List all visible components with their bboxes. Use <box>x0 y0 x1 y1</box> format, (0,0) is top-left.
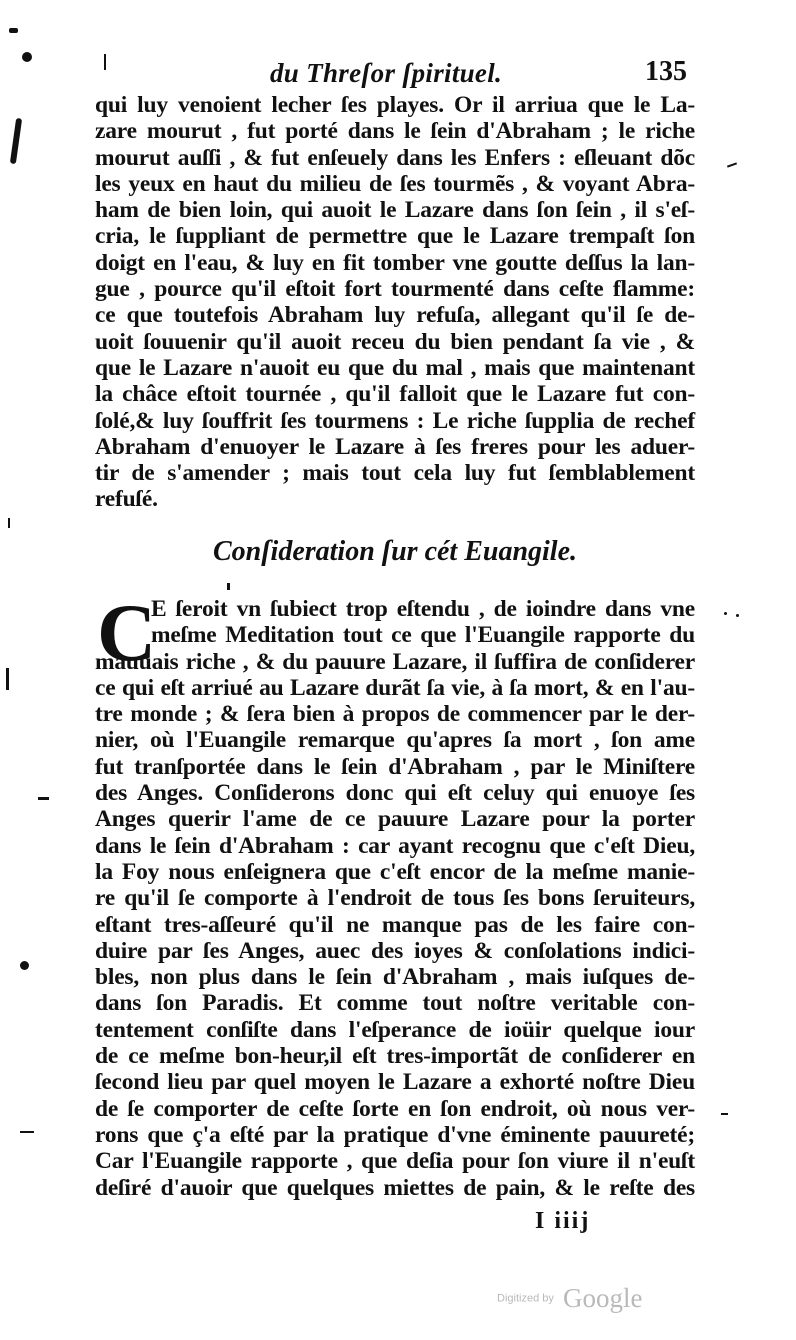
text-line: des Anges. Conſiderons donc qui eſt celuy qui enuoye ſes <box>95 780 695 807</box>
text-line: de ſe comporter de ceſte ſorte en ſon endroit, où nous ver- <box>95 1095 695 1122</box>
watermark-prefix: Digitized by <box>497 1292 554 1305</box>
text-line: rons que ç'a eſté par la pratique d'vne éminente pauureté; <box>95 1121 695 1148</box>
scan-speck <box>8 518 10 528</box>
page-header <box>95 58 695 94</box>
scan-speck <box>22 52 32 62</box>
text-line: mauuais riche , & du pauure Lazare, il ſuffira de conſiderer <box>95 648 695 675</box>
scan-speck <box>104 54 106 70</box>
text-line: nier, où l'Euangile remarque qu'apres ſa mort , ſon ame <box>95 727 695 754</box>
text-line: gue , pource qu'il eſtoit fort tourmenté dans ceſte flamme: <box>95 276 695 303</box>
scan-speck <box>227 583 230 590</box>
text-line: la châce eſtoit tournée , qu'il falloit que le Lazare fut con- <box>95 381 695 408</box>
text-line: re qu'il ſe comporte à l'endroit de tous ſes bons ſeruiteurs, <box>95 885 695 912</box>
text-line: duire par ſes Anges, auec des ioyes & conſolations indici- <box>95 937 695 964</box>
text-line: refuſé. <box>95 486 158 513</box>
scan-speck <box>736 614 739 617</box>
text-line: Abraham d'enuoyer le Lazare à ſes freres pour les aduer- <box>95 433 695 460</box>
text-line: de ce meſme bon-heur,il eſt tres-importãt de conſiderer en <box>95 1043 695 1070</box>
scan-speck <box>724 612 727 615</box>
text-line: tir de s'amender ; mais tout cela luy fut ſemblablement <box>95 460 695 487</box>
text-line: la Foy nous enſeignera que c'eſt encor de la meſme manie- <box>95 858 695 885</box>
section-heading: Conſideration ſur cét Euangile. <box>212 536 578 567</box>
text-line: ce qui eſt arriué au Lazare durãt ſa vie, à ſa mort, & en l'au- <box>95 674 695 701</box>
scan-speck <box>20 961 29 970</box>
scan-speck <box>38 797 49 800</box>
text-line: bles, non plus dans le ſein d'Abraham , mais iuſques de- <box>95 964 695 991</box>
paragraph-narrative <box>95 92 695 513</box>
signature-mark: I iiij <box>535 1208 591 1234</box>
drop-cap: C <box>97 587 157 678</box>
page-number: 135 <box>645 56 687 87</box>
text-line: mourut auſſi , & fut enſeuely dans les Enfers : eſleuant dõc <box>95 144 695 171</box>
text-line: que le Lazare n'auoit eu que du mal , mais que maintenant <box>95 354 695 381</box>
text-line: doigt en l'eau, & luy en fit tomber vne goutte deſſus la lan- <box>95 249 695 276</box>
scan-speck <box>20 1131 34 1133</box>
scan-speck <box>9 28 18 33</box>
text-line: deſiré d'auoir que quelques miettes de pain, & le reſte des <box>95 1174 695 1201</box>
text-line: les yeux en haut du milieu de ſes tourmẽs , & voyant Abra- <box>95 170 695 197</box>
running-title: du Threſor ſpirituel. <box>270 58 503 88</box>
text-line: ce que toutefois Abraham luy refuſa, allegant qu'il ſe de- <box>95 302 695 329</box>
scan-speck <box>721 1113 728 1115</box>
text-line: dans le ſein d'Abraham : car ayant recognu que c'eſt Dieu, <box>95 832 695 859</box>
text-line: Anges querir l'ame de ce pauure Lazare pour la porter <box>95 806 695 833</box>
paragraph-consideration <box>95 596 695 1201</box>
text-line: E ſeroit vn ſubiect trop eſtendu , de ioindre dans vne <box>151 596 695 622</box>
scan-speck <box>10 118 22 164</box>
text-line: Car l'Euangile rapporte , que deſia pour ſon viure il n'euſt <box>95 1148 695 1175</box>
text-line: dans ſon Paradis. Et comme tout noſtre veritable con- <box>95 990 695 1017</box>
text-line: tre monde ; & ſera bien à propos de commencer par le der- <box>95 701 695 728</box>
scan-speck <box>6 668 9 690</box>
text-line: ſolé,& luy ſouffrit ſes tourmens : Le riche ſupplia de rechef <box>95 407 695 434</box>
text-line: zare mourut , fut porté dans le ſein d'Abraham ; le riche <box>95 118 695 145</box>
text-line: meſme Meditation tout ce que l'Euangile rapporte du <box>151 622 695 649</box>
text-line: qui luy venoient lecher ſes playes. Or il arriua que le La- <box>95 92 695 118</box>
text-line: eſtant tres-aſſeuré qu'il ne manque pas de les faire con- <box>95 911 695 938</box>
text-line: fut tranſportée dans le ſein d'Abraham , par le Miniſtere <box>95 753 695 780</box>
text-line: uoit ſouuenir qu'il auoit receu du bien pendant ſa vie , & <box>95 328 695 355</box>
digitized-watermark <box>497 1283 642 1314</box>
scan-speck <box>727 162 737 167</box>
text-line: cria, le ſuppliant de permettre que le Lazare trempaſt ſon <box>95 223 695 250</box>
watermark-logo: Google <box>562 1283 643 1313</box>
text-line: ſecond lieu par quel moyen le Lazare a exhorté noſtre Dieu <box>95 1069 695 1096</box>
text-line: tentement conſiſte dans l'eſperance de ioüir quelque iour <box>95 1016 695 1043</box>
text-line: ham de bien loin, qui auoit le Lazare dans ſon ſein , il s'eſ- <box>95 197 695 224</box>
